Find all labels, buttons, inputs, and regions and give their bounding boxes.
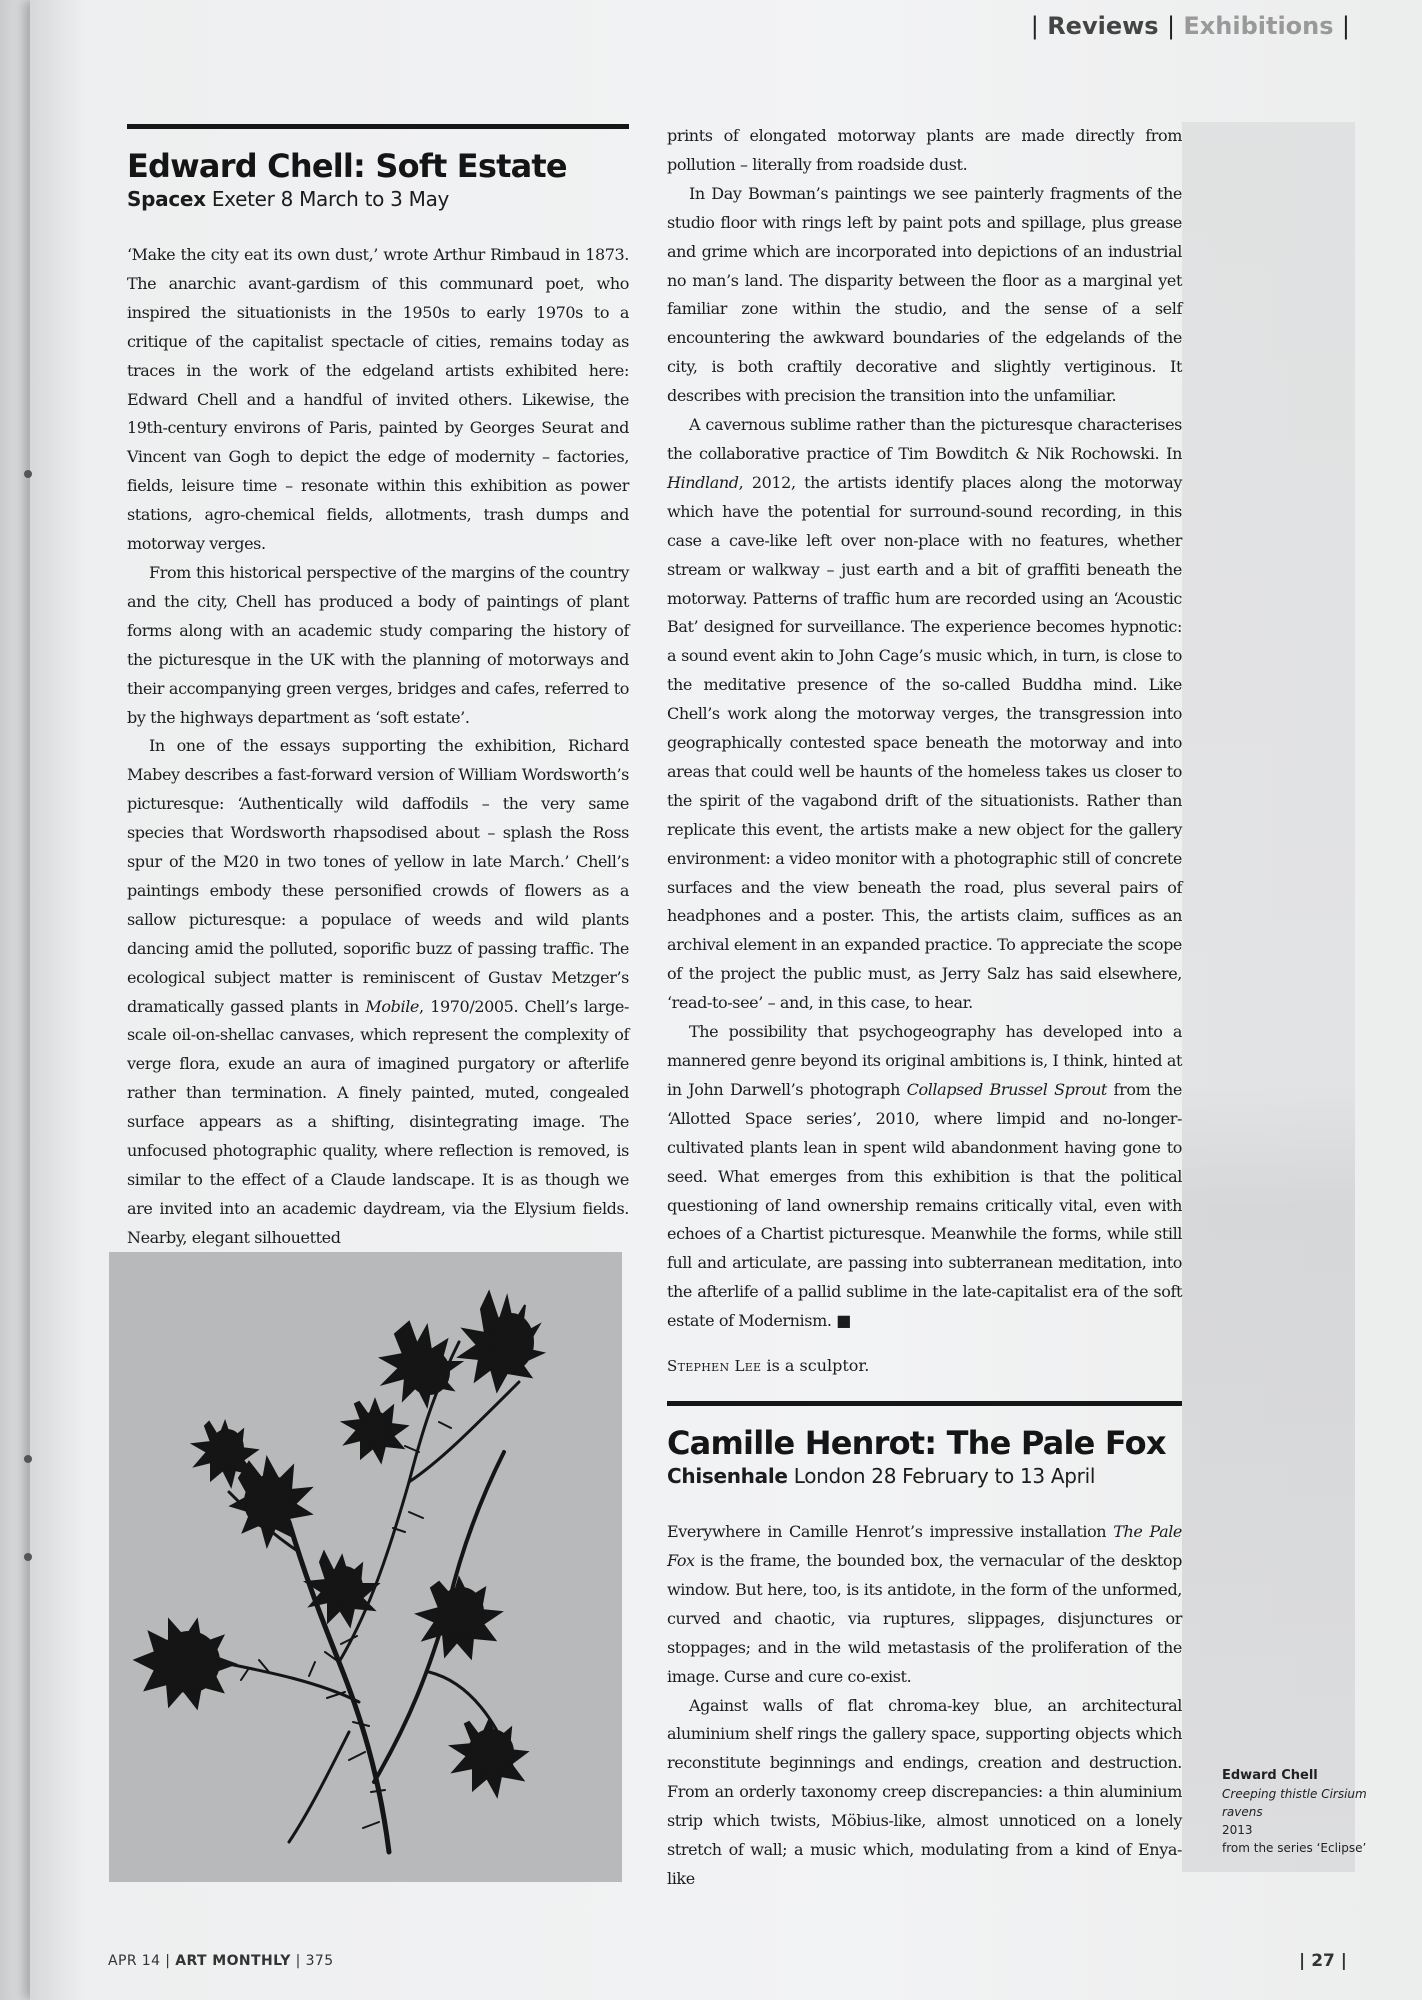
right-column <box>667 122 1182 1894</box>
caption-artist: Edward Chell <box>1222 1768 1318 1783</box>
section-rule <box>667 1401 1182 1406</box>
review-title: Camille Henrot: The Pale Fox <box>667 1424 1166 1463</box>
issue-date: APR 14 <box>108 1953 161 1969</box>
paragraph-continued: prints of elongated motorway plants are made directly from pollution – literally from roadside dust. <box>667 126 1182 174</box>
paragraph: The possibility that psychogeography has developed into a mannered genre beyond its original ambitions is, I think, hinted at in John Darwell’s photograph Collapsed Brussel Sprout from the ‘Allotted Space series’, 2010, where limpid and no-longer-cultivated plants lean in spent wild abandonment having gone to seed. What emerges from this exhibition is that the political questioning of land ownership remains critically vital, even with echoes of a Chartist picturesque. Meanwhile the forms, while still full and articulate, are passing into subterranean meditation, into the afterlife of a pallid sublime in the late-capitalist era of the soft estate of Modernism. ■ <box>667 1022 1182 1331</box>
author-name: Stephen Lee <box>667 1357 762 1376</box>
staple-hole <box>24 1455 32 1463</box>
page-footer: APR 14 | ART MONTHLY | 375 <box>108 1953 334 1969</box>
section-label: Reviews <box>1047 12 1159 40</box>
venue-name: Chisenhale <box>667 1464 788 1489</box>
paragraph: Everywhere in Camille Henrot’s impressive installation The Pale Fox is the frame, the bounded box, the vernacular of the desktop window. But here, too, is its antidote, in the form of the unformed, curved and chaotic, via ruptures, slippages, disjunctures or stoppages; and in the wild metastasis of the proliferation of the image. Curse and cure co-exist. <box>667 1522 1182 1686</box>
paragraph: In one of the essays supporting the exhibition, Richard Mabey describes a fast-forward version of William Wordsworth’s picturesque: ‘Authentically wild daffodils – the very same species that Wordsworth rhapsodised about – splash the Ross spur of the M20 in two tones of yellow in late March.’ Chell’s paintings embody these personified crowds of flowers as a sallow picturesque: a populace of weeds and wild plants dancing amid the polluted, soporific buzz of passing traffic. The ecological subject matter is reminiscent of Gustav Metzger’s dramatically gassed plants in Mobile, 1970/2005. Chell’s large-scale oil-on-shellac canvases, which represent the complexity of verge flora, exude an aura of imagined purgatory or afterlife rather than termination. A finely painted, muted, congealed surface appears as a shifting, disintegrating image. The unfocused photographic quality, where reflection is removed, is similar to the effect of a Claude landscape. It is as though we are invited into an academic daydream, via the Elysium fields. Nearby, elegant silhouetted <box>127 736 629 1247</box>
image-caption <box>1222 1767 1372 1857</box>
paragraph: ‘Make the city eat its own dust,’ wrote Arthur Rimbaud in 1873. The anarchic avant-gardism of this communard poet, who inspired the situationists in the 1950s to early 1970s to a critique of the capitalist spectacle of cities, remains today as traces in the work of the edgeland artists exhibited here: Edward Chell and a handful of invited others. Likewise, the 19th-century environs of Paris, painted by Georges Seurat and Vincent van Gogh to depict the edge of modernity – factories, fields, leisure time – resonate within this exhibition as power stations, agro-chemical fields, allotments, trash dumps and motorway verges. <box>127 245 629 554</box>
left-column <box>127 124 629 1247</box>
facing-image-tint <box>1182 122 1355 1872</box>
author-byline <box>667 1356 1182 1375</box>
review-venue <box>127 187 629 211</box>
paragraph: A cavernous sublime rather than the picturesque characterises the collaborative practice of Tim Bowditch & Nik Rochowski. In Hindland, 2012, the artists identify places along the motorway which have the potential for surround-sound recording, in this case a cave-like left over non-place with no features, whether stream or walkway – just earth and a bit of graffiti beneath the motorway. Patterns of traffic hum are recorded using an ‘Acoustic Bat’ designed for surveillance. The experience becomes hypnotic: a sound event akin to John Cage’s music which, in turn, is close to the meditative presence of the so-called Buddha mind. Like Chell’s work along the motorway verges, the transgression into geographically contested space beneath the motorway and into areas that could well be haunts of the homeless takes us closer to the spirit of the vagabond drift of the situationists. Rather than replicate this event, the artists make a new object for the gallery environment: a video monitor with a photographic still of concrete surfaces and the view beneath the road, plus several pairs of headphones and a poster. This, the artists claim, suffices as an archival element in an expanded practice. To appreciate the scope of the project the public must, as Jerry Salz has said elsewhere, ‘read-to-see’ – and, in this case, to hear. <box>667 415 1182 1013</box>
subsection-label: Exhibitions <box>1183 12 1334 40</box>
paragraph: In Day Bowman’s paintings we see painterly fragments of the studio floor with rings left by paint pots and spillage, plus grease and grime which are incorporated into depictions of an industrial no man’s land. The disparity between the floor as a marginal yet familiar zone within the studio, and the sense of a self encountering the awkward boundaries of the edgelands of the city, is both craftily decorative and slightly vertiginous. It describes with precision the transition into the unfamiliar. <box>667 183 1182 406</box>
issue-number: 375 <box>305 1953 334 1969</box>
magazine-name: ART MONTHLY <box>175 1953 291 1969</box>
venue-details: London 28 February to 13 April <box>793 1464 1096 1489</box>
venue-name: Spacex <box>127 187 206 211</box>
review-body <box>127 241 629 1247</box>
venue-details: Exeter 8 March to 3 May <box>211 187 450 211</box>
author-note: is a sculptor. <box>761 1356 870 1376</box>
section-rule <box>127 124 629 129</box>
review-title: Edward Chell: Soft Estate <box>127 147 567 185</box>
page-number: | 27 | <box>1299 1951 1347 1971</box>
caption-year: 2013 <box>1222 1823 1253 1837</box>
review-body <box>667 1518 1182 1894</box>
artwork-image <box>109 1252 622 1882</box>
staple-hole <box>24 470 32 478</box>
staple-hole <box>24 1553 32 1561</box>
caption-work: Creeping thistle Cirsium ravens <box>1222 1787 1367 1819</box>
paragraph: Against walls of flat chroma-key blue, an architectural aluminium shelf rings the gallery space, supporting objects which reconstitute beginnings and endings, creation and destruction. From an orderly taxonomy creep discrepancies: a thin aluminium strip which twists, Möbius-like, almost unnoticed on a lonely stretch of wall; a music which, modulating from a kind of Enya-like <box>667 1695 1182 1888</box>
review-body-continued <box>667 122 1182 1336</box>
magazine-spine <box>0 0 30 2000</box>
caption-series: from the series ‘Eclipse’ <box>1222 1841 1367 1855</box>
paragraph: From this historical perspective of the margins of the country and the city, Chell has produced a body of paintings of plant forms along with an academic study comparing the history of the picturesque in the UK with the planning of motorways and their accompanying green verges, bridges and cafes, referred to by the highways department as ‘soft estate’. <box>127 562 629 727</box>
running-head: | Reviews | Exhibitions | <box>1030 12 1350 40</box>
review-venue <box>667 1464 1182 1488</box>
